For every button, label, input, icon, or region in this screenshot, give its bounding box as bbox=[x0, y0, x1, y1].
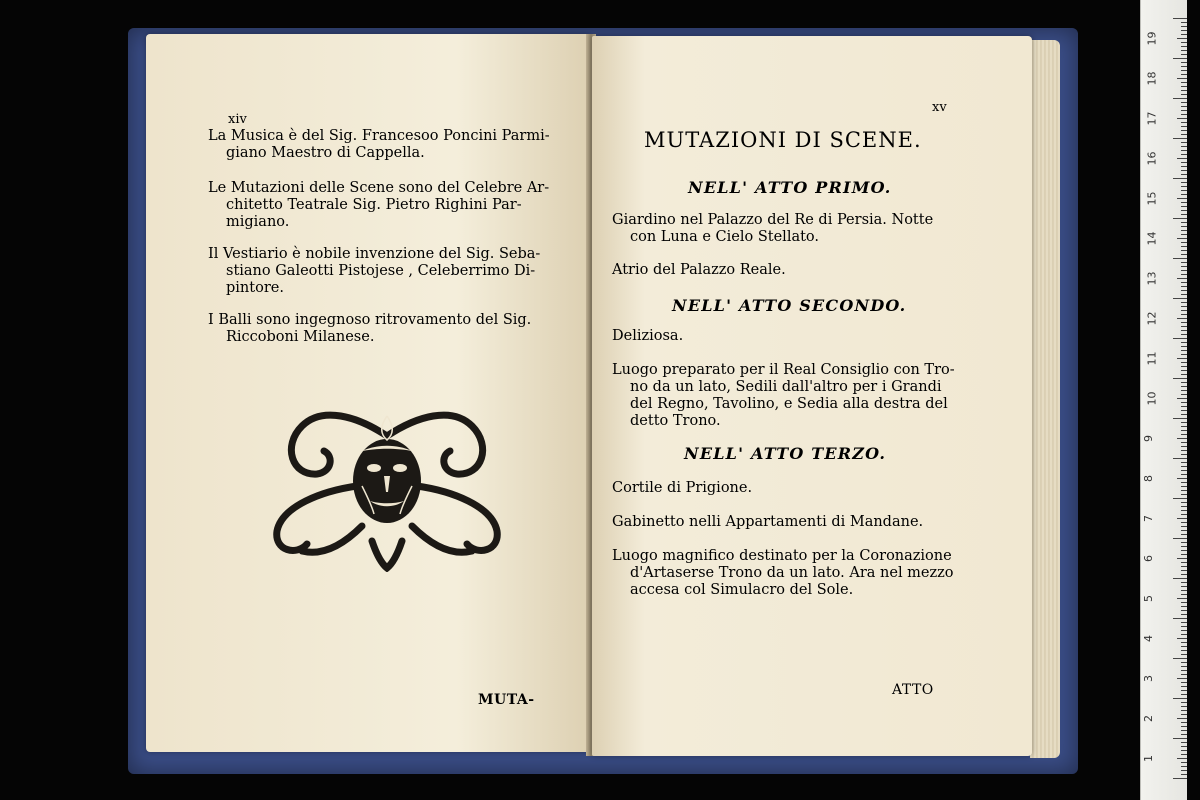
ruler-tick bbox=[1181, 302, 1187, 303]
text-line: Atrio del Palazzo Reale. bbox=[612, 262, 786, 278]
ruler-tick bbox=[1181, 746, 1187, 747]
ruler-tick bbox=[1181, 214, 1187, 215]
ruler-tick bbox=[1181, 26, 1187, 27]
ruler-tick bbox=[1177, 238, 1187, 239]
ruler-tick bbox=[1181, 694, 1187, 695]
ruler-tick bbox=[1181, 590, 1187, 591]
ruler-tick bbox=[1173, 458, 1187, 459]
ruler-tick bbox=[1181, 314, 1187, 315]
ruler-tick bbox=[1181, 170, 1187, 171]
ruler-tick bbox=[1181, 586, 1187, 587]
text-line: pintore. bbox=[226, 280, 284, 296]
text-line: Le Mutazioni delle Scene sono del Celebre Ar- bbox=[208, 180, 550, 196]
text-line: Deliziosa. bbox=[612, 328, 684, 344]
ruler-tick bbox=[1181, 190, 1187, 191]
ruler-number: 17 bbox=[1145, 111, 1159, 126]
ruler-tick bbox=[1181, 162, 1187, 163]
ruler-tick bbox=[1177, 438, 1187, 439]
ruler-tick bbox=[1181, 534, 1187, 535]
ruler-tick bbox=[1173, 658, 1187, 659]
ruler-tick bbox=[1181, 370, 1187, 371]
ruler-tick bbox=[1181, 574, 1187, 575]
ruler-tick bbox=[1181, 266, 1187, 267]
ruler-tick bbox=[1181, 602, 1187, 603]
ruler-tick bbox=[1181, 82, 1187, 83]
ruler-tick bbox=[1181, 642, 1187, 643]
ruler-number: 10 bbox=[1145, 391, 1159, 406]
ruler-tick bbox=[1181, 494, 1187, 495]
ruler-tick bbox=[1181, 510, 1187, 511]
ruler-tick bbox=[1181, 686, 1187, 687]
ruler-tick bbox=[1181, 426, 1187, 427]
ruler-tick bbox=[1181, 362, 1187, 363]
text-line: Luogo preparato per il Real Consiglio con Tro- bbox=[612, 362, 955, 378]
text-line: chitetto Teatrale Sig. Pietro Righini Par- bbox=[226, 197, 522, 213]
left-paragraph-1 bbox=[208, 128, 550, 162]
ruler-tick bbox=[1181, 222, 1187, 223]
ruler-tick bbox=[1181, 254, 1187, 255]
ruler-tick bbox=[1181, 430, 1187, 431]
ruler-tick bbox=[1181, 762, 1187, 763]
ruler-tick bbox=[1181, 206, 1187, 207]
ruler-tick bbox=[1181, 434, 1187, 435]
ruler-tick bbox=[1177, 638, 1187, 639]
page-edges bbox=[1030, 40, 1060, 758]
ruler-tick bbox=[1181, 614, 1187, 615]
ruler-number: 7 bbox=[1142, 515, 1155, 522]
page-title: MUTAZIONI DI SCENE. bbox=[644, 128, 922, 152]
scene-item bbox=[612, 328, 683, 345]
ruler-tick bbox=[1181, 570, 1187, 571]
ruler-tick bbox=[1177, 118, 1187, 119]
right-folio: xv bbox=[932, 100, 947, 115]
ruler-tick bbox=[1181, 450, 1187, 451]
ruler-tick bbox=[1173, 18, 1187, 19]
ruler-number: 12 bbox=[1145, 311, 1159, 326]
text-line: Luogo magnifico destinato per la Coronazione bbox=[612, 548, 952, 564]
ruler-tick bbox=[1181, 46, 1187, 47]
ruler-tick bbox=[1181, 114, 1187, 115]
ruler-tick bbox=[1181, 414, 1187, 415]
text-line: detto Trono. bbox=[630, 413, 721, 429]
ruler-tick bbox=[1181, 626, 1187, 627]
left-catchword: MUTA- bbox=[478, 692, 535, 708]
ruler-tick bbox=[1181, 770, 1187, 771]
ruler-tick bbox=[1181, 514, 1187, 515]
scene-item bbox=[612, 212, 933, 246]
ruler-number: 8 bbox=[1142, 475, 1155, 482]
ruler-tick bbox=[1181, 374, 1187, 375]
left-folio: xiv bbox=[228, 112, 247, 127]
ruler-tick bbox=[1181, 546, 1187, 547]
ruler-tick bbox=[1181, 354, 1187, 355]
ruler-tick bbox=[1173, 218, 1187, 219]
ruler-tick bbox=[1181, 34, 1187, 35]
ruler-tick bbox=[1177, 158, 1187, 159]
ruler-tick bbox=[1181, 110, 1187, 111]
ruler-tick bbox=[1181, 502, 1187, 503]
text-line: I Balli sono ingegnoso ritrovamento del Sig. bbox=[208, 312, 532, 328]
ruler-tick bbox=[1181, 294, 1187, 295]
ruler-tick bbox=[1181, 774, 1187, 775]
ruler-number: 2 bbox=[1142, 715, 1155, 722]
ruler-tick bbox=[1181, 554, 1187, 555]
text-line: giano Maestro di Cappella. bbox=[226, 145, 425, 161]
ruler-tick bbox=[1177, 78, 1187, 79]
ruler-tick bbox=[1181, 446, 1187, 447]
ruler-tick bbox=[1181, 22, 1187, 23]
ruler-tick bbox=[1181, 634, 1187, 635]
ruler-tick bbox=[1181, 410, 1187, 411]
text-line: accesa col Simulacro del Sole. bbox=[630, 582, 854, 598]
ruler-tick bbox=[1181, 142, 1187, 143]
ruler-tick bbox=[1181, 282, 1187, 283]
ruler-tick bbox=[1181, 566, 1187, 567]
ruler-number: 18 bbox=[1145, 71, 1159, 86]
ruler-tick bbox=[1181, 42, 1187, 43]
ruler-tick bbox=[1181, 726, 1187, 727]
ruler-tick bbox=[1181, 74, 1187, 75]
ruler-tick bbox=[1181, 306, 1187, 307]
woodcut-ornament-image bbox=[262, 396, 512, 572]
ruler-tick bbox=[1181, 330, 1187, 331]
ruler-tick bbox=[1181, 594, 1187, 595]
ruler-tick bbox=[1181, 194, 1187, 195]
ruler-number: 19 bbox=[1145, 31, 1159, 46]
left-paragraph-2 bbox=[208, 180, 549, 231]
ruler-tick bbox=[1181, 250, 1187, 251]
ruler-tick bbox=[1181, 714, 1187, 715]
ruler-tick bbox=[1181, 102, 1187, 103]
ruler-tick bbox=[1181, 166, 1187, 167]
ruler-number: 3 bbox=[1142, 675, 1155, 682]
ruler-tick bbox=[1181, 462, 1187, 463]
left-paragraph-4 bbox=[208, 312, 531, 346]
ruler-tick bbox=[1181, 210, 1187, 211]
scene-item bbox=[612, 262, 786, 279]
ruler-tick bbox=[1181, 666, 1187, 667]
ruler-tick bbox=[1173, 178, 1187, 179]
measurement-ruler bbox=[1140, 0, 1187, 800]
ruler-number: 1 bbox=[1142, 755, 1155, 762]
ruler-tick bbox=[1181, 526, 1187, 527]
ruler-tick bbox=[1181, 550, 1187, 551]
ruler-number: 4 bbox=[1142, 635, 1155, 642]
text-line: Cortile di Prigione. bbox=[612, 480, 753, 496]
ruler-tick bbox=[1181, 662, 1187, 663]
ruler-tick bbox=[1173, 138, 1187, 139]
ruler-tick bbox=[1181, 62, 1187, 63]
ruler-tick bbox=[1181, 130, 1187, 131]
ruler-number: 14 bbox=[1145, 231, 1159, 246]
ruler-number: 6 bbox=[1142, 555, 1155, 562]
ruler-tick bbox=[1177, 478, 1187, 479]
ruler-tick bbox=[1181, 202, 1187, 203]
ruler-tick bbox=[1181, 122, 1187, 123]
ruler-tick bbox=[1181, 722, 1187, 723]
ruler-number: 11 bbox=[1145, 351, 1159, 366]
ruler-tick bbox=[1181, 186, 1187, 187]
ruler-tick bbox=[1173, 698, 1187, 699]
ruler-tick bbox=[1181, 174, 1187, 175]
ruler-tick bbox=[1173, 98, 1187, 99]
ruler-tick bbox=[1181, 134, 1187, 135]
ruler-tick bbox=[1181, 466, 1187, 467]
text-line: Il Vestiario è nobile invenzione del Sig. Seba- bbox=[208, 246, 541, 262]
ruler-number: 9 bbox=[1142, 435, 1155, 442]
ruler-tick bbox=[1181, 482, 1187, 483]
text-line: Giardino nel Palazzo del Re di Persia. Notte bbox=[612, 212, 934, 228]
ruler-tick bbox=[1173, 538, 1187, 539]
ruler-tick bbox=[1177, 718, 1187, 719]
ruler-tick bbox=[1181, 530, 1187, 531]
ruler-tick bbox=[1181, 106, 1187, 107]
ruler-tick bbox=[1177, 518, 1187, 519]
text-line: del Regno, Tavolino, e Sedia alla destra del bbox=[630, 396, 948, 412]
ruler-tick bbox=[1181, 310, 1187, 311]
ruler-tick bbox=[1181, 702, 1187, 703]
scene-item bbox=[612, 480, 752, 497]
ruler-tick bbox=[1181, 86, 1187, 87]
ruler-tick bbox=[1181, 754, 1187, 755]
ruler-tick bbox=[1181, 326, 1187, 327]
ruler-tick bbox=[1181, 386, 1187, 387]
ruler-tick bbox=[1181, 442, 1187, 443]
ruler-tick bbox=[1181, 670, 1187, 671]
ruler-tick bbox=[1173, 778, 1187, 779]
ruler-tick bbox=[1173, 338, 1187, 339]
ruler-tick bbox=[1181, 182, 1187, 183]
ruler-tick bbox=[1181, 50, 1187, 51]
ruler-tick bbox=[1181, 90, 1187, 91]
ruler-tick bbox=[1181, 242, 1187, 243]
ruler-number: 5 bbox=[1142, 595, 1155, 602]
ruler-tick bbox=[1173, 578, 1187, 579]
ruler-tick bbox=[1181, 350, 1187, 351]
ruler-tick bbox=[1177, 558, 1187, 559]
ruler-number: 13 bbox=[1145, 271, 1159, 286]
ruler-tick bbox=[1181, 706, 1187, 707]
ruler-tick bbox=[1177, 38, 1187, 39]
ruler-tick bbox=[1173, 378, 1187, 379]
ruler-tick bbox=[1177, 398, 1187, 399]
scene-item bbox=[612, 362, 955, 430]
text-line: no da un lato, Sedili dall'altro per i Grandi bbox=[630, 379, 942, 395]
ruler-number: 15 bbox=[1145, 191, 1159, 206]
ruler-tick bbox=[1177, 678, 1187, 679]
ruler-tick bbox=[1181, 650, 1187, 651]
ruler-tick bbox=[1181, 490, 1187, 491]
ruler-tick bbox=[1181, 742, 1187, 743]
ruler-tick bbox=[1181, 290, 1187, 291]
ruler-tick bbox=[1181, 622, 1187, 623]
ruler-tick bbox=[1181, 522, 1187, 523]
ruler-tick bbox=[1181, 334, 1187, 335]
ruler-tick bbox=[1181, 234, 1187, 235]
ruler-tick bbox=[1181, 734, 1187, 735]
ruler-tick bbox=[1181, 394, 1187, 395]
ruler-tick bbox=[1181, 262, 1187, 263]
ruler-number: 16 bbox=[1145, 151, 1159, 166]
ruler-tick bbox=[1181, 542, 1187, 543]
ruler-tick bbox=[1181, 94, 1187, 95]
ruler-tick bbox=[1173, 498, 1187, 499]
ruler-tick bbox=[1173, 298, 1187, 299]
ruler-tick bbox=[1181, 682, 1187, 683]
ruler-tick bbox=[1181, 406, 1187, 407]
ruler-tick bbox=[1181, 146, 1187, 147]
ruler-tick bbox=[1173, 418, 1187, 419]
ruler-tick bbox=[1181, 454, 1187, 455]
left-paragraph-3 bbox=[208, 246, 540, 297]
ruler-tick bbox=[1181, 646, 1187, 647]
ruler-tick bbox=[1181, 230, 1187, 231]
ruler-tick bbox=[1181, 150, 1187, 151]
ruler-tick bbox=[1181, 66, 1187, 67]
scene-item bbox=[612, 548, 954, 599]
ruler-tick bbox=[1177, 758, 1187, 759]
ruler-tick bbox=[1181, 126, 1187, 127]
text-line: stiano Galeotti Pistojese , Celeberrimo Di- bbox=[226, 263, 536, 279]
ruler-tick bbox=[1177, 358, 1187, 359]
ruler-tick bbox=[1177, 198, 1187, 199]
ruler-tick bbox=[1181, 750, 1187, 751]
scene-item bbox=[612, 514, 923, 531]
ruler-tick bbox=[1181, 710, 1187, 711]
ruler-tick bbox=[1173, 738, 1187, 739]
ruler-tick bbox=[1181, 582, 1187, 583]
ruler-tick bbox=[1181, 54, 1187, 55]
ruler-tick bbox=[1173, 258, 1187, 259]
ruler-tick bbox=[1181, 246, 1187, 247]
right-catchword: ATTO bbox=[892, 682, 934, 698]
text-line: d'Artaserse Trono da un lato. Ara nel mezzo bbox=[630, 565, 954, 581]
ruler-tick bbox=[1181, 30, 1187, 31]
text-line: con Luna e Cielo Stellato. bbox=[630, 229, 820, 245]
ruler-tick bbox=[1181, 342, 1187, 343]
ruler-tick bbox=[1181, 226, 1187, 227]
ruler-tick bbox=[1181, 506, 1187, 507]
text-line: migiano. bbox=[226, 214, 290, 230]
act-heading-3: NELL' ATTO TERZO. bbox=[684, 444, 887, 463]
ruler-tick bbox=[1173, 58, 1187, 59]
ruler-tick bbox=[1181, 654, 1187, 655]
ruler-tick bbox=[1181, 422, 1187, 423]
ruler-tick bbox=[1181, 382, 1187, 383]
ruler-tick bbox=[1181, 474, 1187, 475]
ruler-tick bbox=[1181, 286, 1187, 287]
text-line: La Musica è del Sig. Francesoo Poncini Parmi- bbox=[208, 128, 550, 144]
ruler-tick bbox=[1181, 70, 1187, 71]
ruler-tick bbox=[1181, 630, 1187, 631]
text-line: Riccoboni Milanese. bbox=[226, 329, 375, 345]
ruler-tick bbox=[1181, 154, 1187, 155]
ruler-tick bbox=[1173, 618, 1187, 619]
ruler-tick bbox=[1181, 366, 1187, 367]
ruler-tick bbox=[1181, 730, 1187, 731]
ruler-tick bbox=[1177, 278, 1187, 279]
ruler-tick bbox=[1181, 402, 1187, 403]
ruler-tick bbox=[1181, 346, 1187, 347]
act-heading-1: NELL' ATTO PRIMO. bbox=[688, 178, 892, 197]
ruler-tick bbox=[1181, 674, 1187, 675]
ruler-tick bbox=[1181, 390, 1187, 391]
ruler-tick bbox=[1181, 486, 1187, 487]
ruler-tick bbox=[1181, 766, 1187, 767]
ruler-tick bbox=[1177, 598, 1187, 599]
ruler-tick bbox=[1181, 690, 1187, 691]
ruler-tick bbox=[1181, 274, 1187, 275]
act-heading-2: NELL' ATTO SECONDO. bbox=[672, 296, 907, 315]
ruler-tick bbox=[1181, 470, 1187, 471]
ruler-tick bbox=[1181, 270, 1187, 271]
ruler-tick bbox=[1181, 606, 1187, 607]
ruler-tick bbox=[1177, 318, 1187, 319]
text-line: Gabinetto nelli Appartamenti di Mandane. bbox=[612, 514, 924, 530]
ruler-tick bbox=[1181, 322, 1187, 323]
ruler-tick bbox=[1181, 562, 1187, 563]
ruler-tick bbox=[1181, 610, 1187, 611]
